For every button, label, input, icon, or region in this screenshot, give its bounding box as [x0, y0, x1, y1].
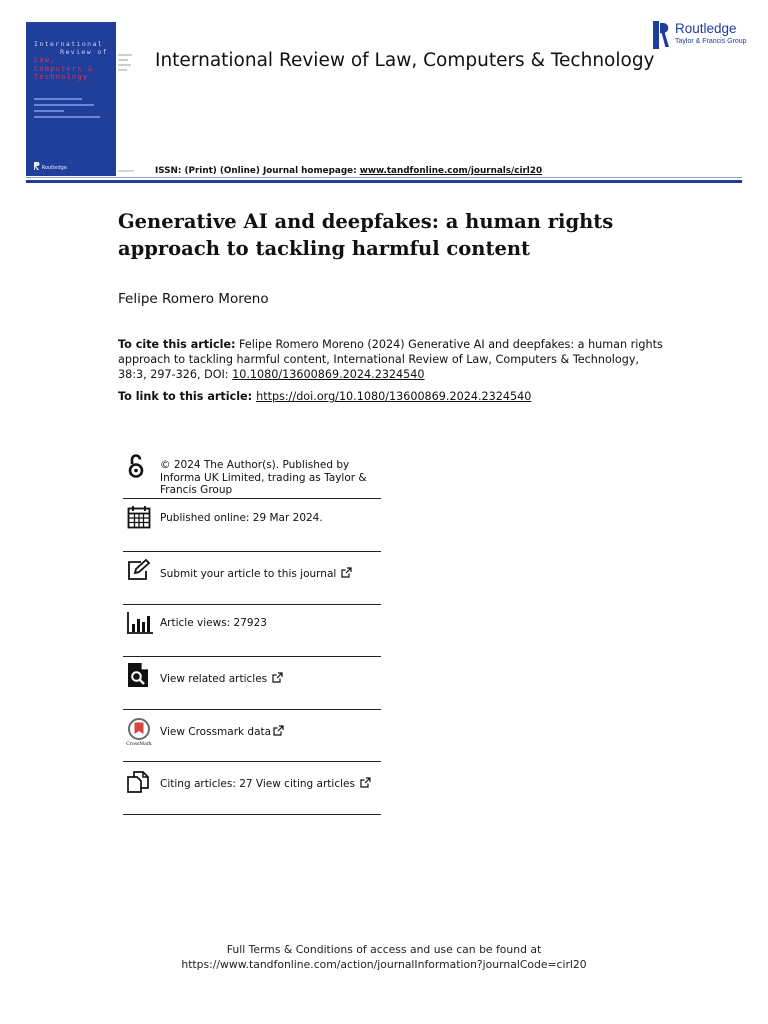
publisher-name: Routledge: [675, 21, 737, 36]
citing-articles-link[interactable]: Citing articles: 27 View citing articles: [160, 777, 382, 791]
article-link-line: [118, 390, 531, 403]
copyright-row: [123, 449, 381, 499]
article-views-text: Article views: 27923: [160, 617, 267, 629]
cover-side-text: [118, 54, 134, 74]
submit-article-link[interactable]: Submit your article to this journal: [160, 567, 382, 581]
related-row[interactable]: [123, 656, 381, 710]
cover-foot-mark: [118, 170, 134, 172]
issn-line: [155, 166, 542, 176]
terms-footer-line1: Full Terms & Conditions of access and use can be found at: [226, 943, 542, 956]
routledge-logo-icon: [653, 21, 669, 49]
journal-title: International Review of Law, Computers & Technology: [155, 50, 655, 71]
calendar-icon: [127, 505, 151, 529]
external-link-icon: [341, 567, 352, 578]
citation-label: To cite this article:: [118, 338, 236, 351]
crossmark-logo-text: CrossMark: [126, 742, 152, 746]
submit-row[interactable]: [123, 551, 381, 605]
citation-doi-link[interactable]: 10.1080/13600869.2024.2324540: [232, 368, 425, 381]
article-title: Generative AI and deepfakes: a human rights approach to tackling harmful content: [118, 210, 614, 260]
bar-chart-icon: [127, 612, 153, 634]
header-rule-thin: [26, 177, 742, 178]
open-access-icon: [127, 453, 145, 479]
journal-homepage-link[interactable]: www.tandfonline.com/journals/cirl20: [359, 166, 543, 176]
cover-publisher-logo: Routledge: [34, 162, 67, 171]
routledge-r-icon: [34, 162, 40, 170]
link-label: To link to this article:: [118, 390, 253, 403]
issn-text: ISSN: (Print) (Online) Journal homepage:: [155, 166, 360, 176]
cover-title-red-3: Technology: [34, 73, 89, 81]
article-doi-url-link[interactable]: https://doi.org/10.1080/13600869.2024.2324540: [256, 390, 532, 403]
crossmark-icon: [126, 718, 152, 746]
header-rule: [26, 180, 742, 183]
crossmark-row[interactable]: [123, 709, 381, 762]
journal-cover: [26, 22, 116, 176]
cover-title-line2: Review of: [60, 48, 108, 56]
related-search-icon: [127, 662, 149, 688]
published-row: [123, 498, 381, 552]
citing-documents-icon: [127, 771, 151, 793]
copyright-text: © 2024 The Author(s). Published by Informa UK Limited, trading as Taylor & Francis Group: [160, 459, 367, 496]
publisher-group: Taylor & Francis Group: [675, 38, 747, 45]
article-author: Felipe Romero Moreno: [118, 291, 269, 307]
citation-block: [118, 337, 663, 382]
cover-fine-print: [34, 98, 112, 118]
view-related-articles-link[interactable]: View related articles: [160, 672, 382, 686]
cover-title-red-1: Law,: [34, 56, 56, 64]
external-link-icon: [272, 672, 283, 683]
views-row: [123, 604, 381, 657]
cover-title-line1: International: [34, 40, 104, 48]
citing-row[interactable]: [123, 761, 381, 815]
view-crossmark-link[interactable]: View Crossmark data: [160, 725, 382, 739]
terms-footer-url[interactable]: https://www.tandfonline.com/action/journalInformation?journalCode=cirl20: [181, 958, 587, 971]
cover-title-red-2: Computers &: [34, 64, 94, 73]
citation-text: Felipe Romero Moreno (2024) Generative AI and deepfakes: a human rights approach to tackling harmful content, International Review of Law, Computers & Technology, 38:3, 297-326, DOI:: [118, 338, 663, 381]
published-date-text: Published online: 29 Mar 2024.: [160, 512, 323, 524]
edit-pencil-icon: [127, 559, 151, 581]
external-link-icon: [360, 777, 371, 788]
terms-footer: [0, 942, 768, 972]
external-link-icon: [273, 725, 284, 736]
